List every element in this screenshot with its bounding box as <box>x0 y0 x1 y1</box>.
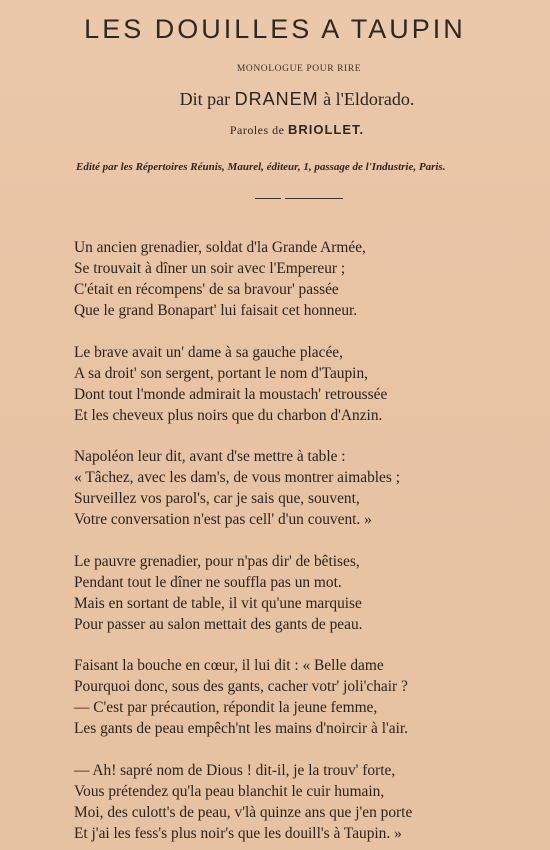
verse-line: « Tâchez, avec les dam's, de vous montrer aimables ; <box>74 469 401 486</box>
verse-line: Faisant la bouche en cœur, il lui dit : « Belle dame <box>74 657 384 674</box>
verse-line: Un ancien grenadier, soldat d'la Grande Armée, <box>74 239 366 256</box>
performer-prefix: Dit par <box>179 89 231 109</box>
verse-line: Votre conversation n'est pas cell' d'un couvent. » <box>74 511 372 528</box>
stanza <box>74 342 534 426</box>
stanza <box>74 551 534 635</box>
poem-body <box>74 237 534 850</box>
performer-line <box>0 89 550 110</box>
verse-line: Et les cheveux plus noirs que du charbon d'Anzin. <box>74 406 383 424</box>
verse-line: Et j'ai les fess's plus noir's que les douill's à Taupin. » <box>74 824 402 842</box>
verse-line: Le pauvre grenadier, pour n'pas dir' de bêtises, <box>74 552 360 570</box>
verse-line: Pour passer au salon mettait des gants de peau. <box>74 615 363 633</box>
subtitle: MONOLOGUE POUR RIRE <box>236 64 362 74</box>
verse-line: Vous prétendez qu'la peau blanchit le cuir humain, <box>74 782 385 800</box>
stanza <box>74 655 534 739</box>
verse-line: Se trouvait à dîner un soir avec l'Empereur ; <box>74 260 346 277</box>
verse-line: Le brave avait un' dame à sa gauche placée, <box>74 343 343 361</box>
divider-rule-left <box>255 198 281 199</box>
performer-suffix: à l'Eldorado. <box>323 89 415 109</box>
stanza <box>74 760 534 844</box>
lyricist-line <box>0 122 550 138</box>
verse-line: Mais en sortant de table, il vit qu'une marquise <box>74 594 362 612</box>
performer-name: DRANEM <box>234 89 319 109</box>
verse-line: Pourquoi donc, sous des gants, cacher votr' joli'chair ? <box>74 678 408 695</box>
lyricist-prefix: Paroles de <box>229 123 285 137</box>
stanza <box>74 237 534 321</box>
verse-line: Dont tout l'monde admirait la moustach' retroussée <box>74 385 388 403</box>
verse-line: C'était en récompens' de sa bravour' passée <box>74 281 339 298</box>
stanza <box>74 446 534 530</box>
lyricist-name: BRIOLLET. <box>287 122 365 137</box>
verse-line: Pendant tout le dîner ne souffla pas un mot. <box>74 573 342 591</box>
divider-rule-right <box>285 198 343 199</box>
verse-line: Moi, des culott's de peau, v'là quinze ans que j'en porte <box>74 803 413 821</box>
verse-line: — C'est par précaution, répondit la jeune femme, <box>74 699 378 716</box>
publisher-line: Edité par les Répertoires Réunis, Maurel, éditeur, 1, passage de l'Industrie, Paris. <box>76 161 446 173</box>
verse-line: A sa droit' son sergent, portant le nom d'Taupin, <box>74 364 368 382</box>
verse-line: Les gants de peau empêch'nt les mains d'noircir à l'air. <box>74 720 408 737</box>
verse-line: Napoléon leur dit, avant d'se mettre à table : <box>74 448 346 465</box>
verse-line: Surveillez vos parol's, car je sais que, souvent, <box>74 490 360 507</box>
verse-line: — Ah! sapré nom de Dious ! dit-il, je la trouv' forte, <box>74 761 396 779</box>
page-title: LES DOUILLES A TAUPIN <box>84 14 466 44</box>
verse-line: Que le grand Bonapart' lui faisait cet honneur. <box>74 302 358 319</box>
